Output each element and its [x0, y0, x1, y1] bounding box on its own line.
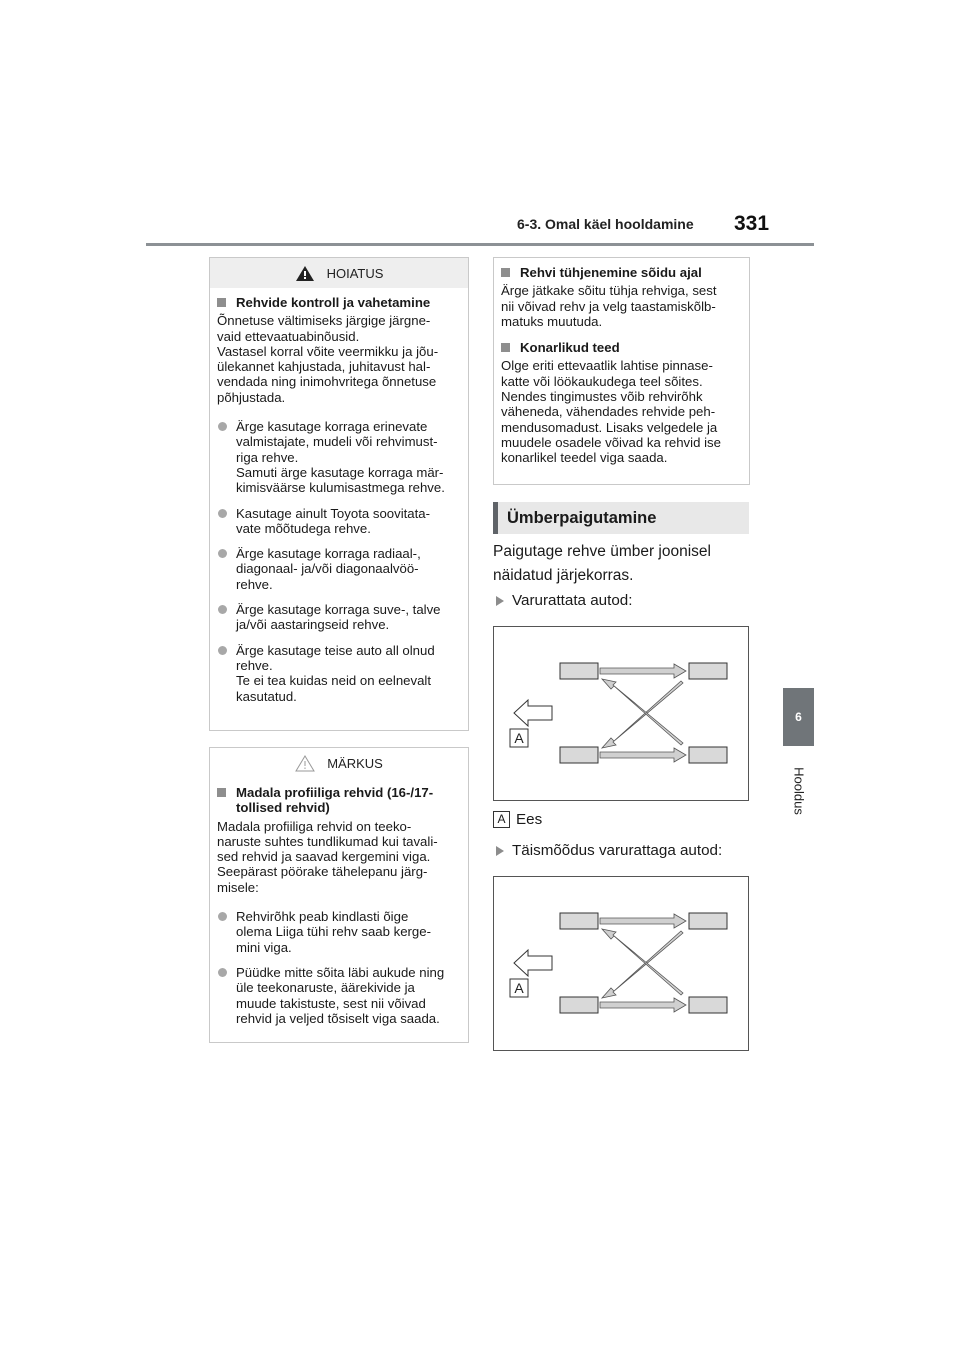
- chapter-tab[interactable]: [783, 688, 814, 746]
- warning-bullet: Ärge kasutage korraga radiaal-, diagonaal- ja/või diagonaalvöö- rehve.: [217, 546, 460, 592]
- chapter-label: [784, 756, 814, 826]
- list-item-no-spare: Varurattata autod:: [496, 592, 632, 609]
- warning-subheading: Rehvide kontroll ja vahetamine: [217, 295, 460, 310]
- warning-bullet: Ärge kasutage teise auto all olnud rehve. Te ei tea kuidas neid on eelnevalt kasutatud.: [217, 643, 460, 704]
- legend-text: Ees: [516, 811, 543, 828]
- flat-tire-text: Ärge jätkake sõitu tühja rehviga, sest nii võivad rehv ja velg taastamiskõlb- matuks muutuda.: [501, 283, 717, 329]
- list-item-full-spare: Täismõõdus varurattaga autod:: [496, 842, 722, 859]
- header-divider: [146, 243, 814, 246]
- legend-letter: A: [493, 811, 510, 828]
- notice-icon: [295, 755, 315, 772]
- section-heading: Ümberpaigutamine: [493, 502, 749, 534]
- rotation-diagram-full-spare: [493, 876, 749, 1051]
- warning-title: HOIATUS: [326, 265, 384, 281]
- warning-header: [210, 258, 468, 288]
- page-number: 331: [734, 212, 770, 235]
- notice-intro: Madala profiiliga rehvid on teeko- naruste suhtes tundlikumad kui tavali- sed rehvid ja saavad kergemini viga. Seepärast pöörake tähelepanu järg- misele:: [217, 818, 438, 895]
- warning-intro: Õnnetuse vältimiseks järgige järgne- vaid ettevaatuabinõusid. Vastasel korral võite veermikku ja jõu- ülekannet kahjustada, juhitavust hal- vendada ning inimohvritega õnnetuse põhjustada.: [217, 313, 439, 405]
- diagram-label-a: A: [514, 980, 524, 996]
- notice-box: [209, 747, 469, 1043]
- header-section-title: 6-3. Omal käel hooldamine: [517, 216, 694, 232]
- notice-subheading: Madala profiiliga rehvid (16-/17- tollised rehvid): [217, 785, 460, 816]
- tire-rotation-figure: [494, 627, 748, 800]
- rough-roads-text: Olge eriti ettevaatlik lahtise pinnase- katte või löökaukudega teel sõites. Nendes tingimustes võib rehvirõhk väheneda, vähendades rehvide peh- mendusomadust. Lisaks velgedele ja muudele osadele võivad ka rehvid ise konarlikel teedel viga saada.: [501, 358, 721, 466]
- notice-header: [210, 748, 468, 778]
- chapter-label-text: Hooldus: [791, 767, 807, 815]
- tire-rotation-figure: [494, 877, 748, 1050]
- rotation-diagram-no-spare: [493, 626, 749, 801]
- notice-title: MÄRKUS: [327, 755, 383, 771]
- section-body: Paigutage rehve ümber joonisel näidatud järjekorras.: [493, 543, 711, 584]
- legend: [493, 811, 542, 828]
- warning-bullet: Kasutage ainult Toyota soovitata- vate mõõtudega rehve.: [217, 506, 460, 537]
- notice-bullet: Püüdke mitte sõita läbi aukude ning üle teekonaruste, äärekivide ja muude takistuste, sest nii võivad rehvid ja veljed tõsiselt viga saada.: [217, 965, 460, 1026]
- rough-roads-subheading: Konarlikud teed: [501, 340, 741, 355]
- warning-icon: [295, 265, 315, 282]
- warning-bullet: Ärge kasutage korraga erinevate valmistajate, mudeli või rehvimust- riga rehve. Samuti ärge kasutage korraga mär- kimisväärse kulumisastmega rehve.: [217, 419, 460, 495]
- warning-box: [209, 257, 469, 731]
- warning-bullet: Ärge kasutage korraga suve-, talve ja/või aastaringseid rehve.: [217, 602, 460, 633]
- notice-bullet: Rehvirõhk peab kindlasti õige olema Liiga tühi rehv saab kerge- mini viga.: [217, 909, 460, 955]
- diagram-label-a: A: [514, 730, 524, 746]
- warning-continuation-box: [493, 257, 750, 485]
- flat-tire-subheading: Rehvi tühjenemine sõidu ajal: [501, 265, 741, 280]
- chapter-number: 6: [795, 710, 802, 724]
